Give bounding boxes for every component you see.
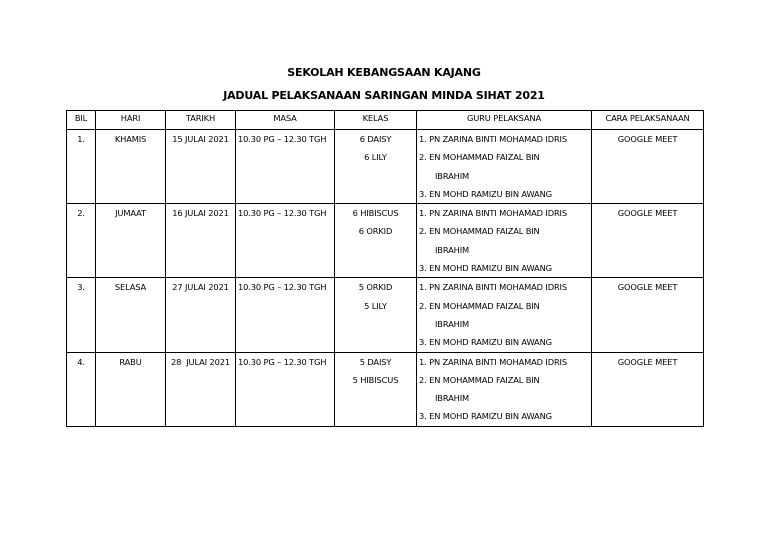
cell-kelas bbox=[335, 204, 417, 278]
cell-cara: GOOGLE MEET bbox=[592, 278, 704, 352]
cell-bil: 3. bbox=[67, 278, 96, 352]
cell-tarikh: 27 JULAI 2021 bbox=[166, 278, 236, 352]
guru-line: 2. EN MOHAMMAD FAIZAL BIN bbox=[419, 226, 540, 237]
cell-masa: 10.30 PG – 12.30 TGH bbox=[236, 204, 335, 278]
kelas-line: 6 HIBISCUS bbox=[352, 208, 399, 219]
guru-line: 3. EN MOHD RAMIZU BIN AWANG bbox=[419, 337, 552, 348]
table-row bbox=[67, 352, 704, 426]
cell-bil: 2. bbox=[67, 204, 96, 278]
guru-line: 1. PN ZARINA BINTI MOHAMAD IDRIS bbox=[419, 208, 567, 219]
guru-line: 2. EN MOHAMMAD FAIZAL BIN bbox=[419, 152, 540, 163]
guru-line: 1. PN ZARINA BINTI MOHAMAD IDRIS bbox=[419, 356, 567, 367]
document-title: JADUAL PELAKSANAAN SARINGAN MINDA SIHAT 2021 bbox=[223, 89, 545, 102]
cell-kelas bbox=[335, 352, 417, 426]
cell-bil: 1. bbox=[67, 130, 96, 204]
guru-line: 3. EN MOHD RAMIZU BIN AWANG bbox=[419, 188, 552, 199]
cell-hari: RABU bbox=[96, 352, 166, 426]
cell-guru bbox=[417, 352, 592, 426]
cell-cara: GOOGLE MEET bbox=[592, 130, 704, 204]
guru-line: 2. EN MOHAMMAD FAIZAL BIN bbox=[419, 374, 540, 385]
kelas-line: 5 LILY bbox=[364, 300, 387, 311]
cell-guru bbox=[417, 130, 592, 204]
kelas-line: 5 ORKID bbox=[358, 282, 393, 293]
cell-kelas bbox=[335, 278, 417, 352]
cell-tarikh: 15 JULAI 2021 bbox=[166, 130, 236, 204]
table-row bbox=[67, 278, 704, 352]
cell-masa: 10.30 PG – 12.30 TGH bbox=[236, 352, 335, 426]
guru-line: 1. PN ZARINA BINTI MOHAMAD IDRIS bbox=[419, 282, 567, 293]
guru-line: 3. EN MOHD RAMIZU BIN AWANG bbox=[419, 411, 552, 422]
kelas-line: 5 DAISY bbox=[359, 356, 392, 367]
guru-line: IBRAHIM bbox=[435, 244, 470, 255]
kelas-line: 6 ORKID bbox=[358, 226, 393, 237]
kelas-line: 6 LILY bbox=[364, 152, 387, 163]
cell-bil: 4. bbox=[67, 352, 96, 426]
guru-line: IBRAHIM bbox=[435, 318, 470, 329]
table-header-row bbox=[67, 111, 704, 130]
school-name: SEKOLAH KEBANGSAAN KAJANG bbox=[287, 66, 481, 79]
cell-hari: JUMAAT bbox=[96, 204, 166, 278]
guru-line: 1. PN ZARINA BINTI MOHAMAD IDRIS bbox=[419, 134, 567, 144]
header-guru-pelaksana: GURU PELAKSANA bbox=[417, 111, 592, 130]
cell-cara: GOOGLE MEET bbox=[592, 204, 704, 278]
table-row bbox=[67, 130, 704, 204]
header-kelas: KELAS bbox=[335, 111, 417, 130]
header-tarikh: TARIKH bbox=[166, 111, 236, 130]
cell-hari: SELASA bbox=[96, 278, 166, 352]
guru-line: IBRAHIM bbox=[435, 170, 470, 181]
cell-guru bbox=[417, 204, 592, 278]
table-row bbox=[67, 204, 704, 278]
header-hari: HARI bbox=[96, 111, 166, 130]
kelas-line: 5 HIBISCUS bbox=[352, 374, 399, 385]
cell-guru bbox=[417, 278, 592, 352]
schedule-table bbox=[66, 110, 704, 427]
guru-line: 3. EN MOHD RAMIZU BIN AWANG bbox=[419, 263, 552, 274]
header-cara-pelaksanaan: CARA PELAKSANAAN bbox=[592, 111, 704, 130]
cell-masa: 10.30 PG – 12.30 TGH bbox=[236, 130, 335, 204]
cell-tarikh: 28 JULAI 2021 bbox=[166, 352, 236, 426]
cell-kelas bbox=[335, 130, 417, 204]
header-masa: MASA bbox=[236, 111, 335, 130]
header-bil: BIL bbox=[67, 111, 96, 130]
cell-hari: KHAMIS bbox=[96, 130, 166, 204]
cell-tarikh: 16 JULAI 2021 bbox=[166, 204, 236, 278]
guru-line: IBRAHIM bbox=[435, 393, 470, 404]
guru-line: 2. EN MOHAMMAD FAIZAL BIN bbox=[419, 300, 540, 311]
kelas-line: 6 DAISY bbox=[359, 134, 392, 144]
cell-masa: 10.30 PG – 12.30 TGH bbox=[236, 278, 335, 352]
cell-cara: GOOGLE MEET bbox=[592, 352, 704, 426]
